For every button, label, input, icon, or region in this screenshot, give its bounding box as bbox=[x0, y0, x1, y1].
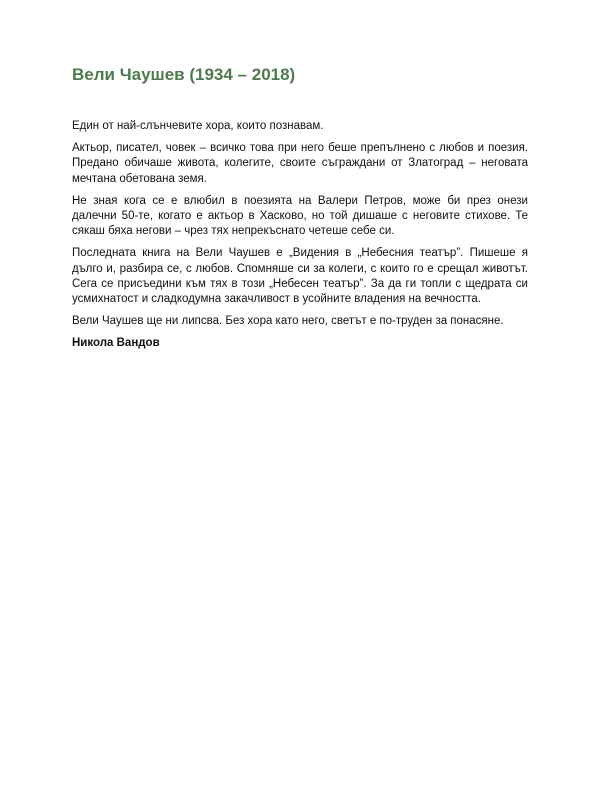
paragraph-poetry: Не зная кога се е влюбил в поезията на Валери Петров, може би през онези далечни 50-те, когато е актьор в Хасково, но той дишаше с неговите стихове. Те сякаш бяха негови – чрез тях непрекъснато четеше себе си. bbox=[72, 194, 528, 238]
paragraph-closing: Вели Чаушев ще ни липсва. Без хора като него, светът е по-труден за понасяне. bbox=[72, 315, 504, 328]
paragraph-intro: Един от най-слънчевите хора, които познавам. bbox=[72, 120, 324, 132]
paragraph-last-book: Последната книга на Вели Чаушев е „Видения в „Небесния театър”. Пишеше я дълго и, разбира се, с любов. Спомняше си за колеги, с които го е срещал животът. Сега се присъедини към тях в този „Небесен театър”. За да ги топли с щедрата си усмихнатост и сладкодумна закачливост в усойните владения на вечността. bbox=[72, 247, 528, 306]
page-title: Вели Чаушев (1934 – 2018) bbox=[72, 65, 296, 84]
document-content bbox=[72, 64, 528, 352]
author-signature: Никола Вандов bbox=[72, 337, 160, 350]
paragraph-actor-writer: Актьор, писател, човек – всичко това при него беше препълнено с любов и поезия. Предано обичаше живота, колегите, своите съграждани от Златоград – неговата мечтана обетована земя. bbox=[72, 142, 528, 185]
